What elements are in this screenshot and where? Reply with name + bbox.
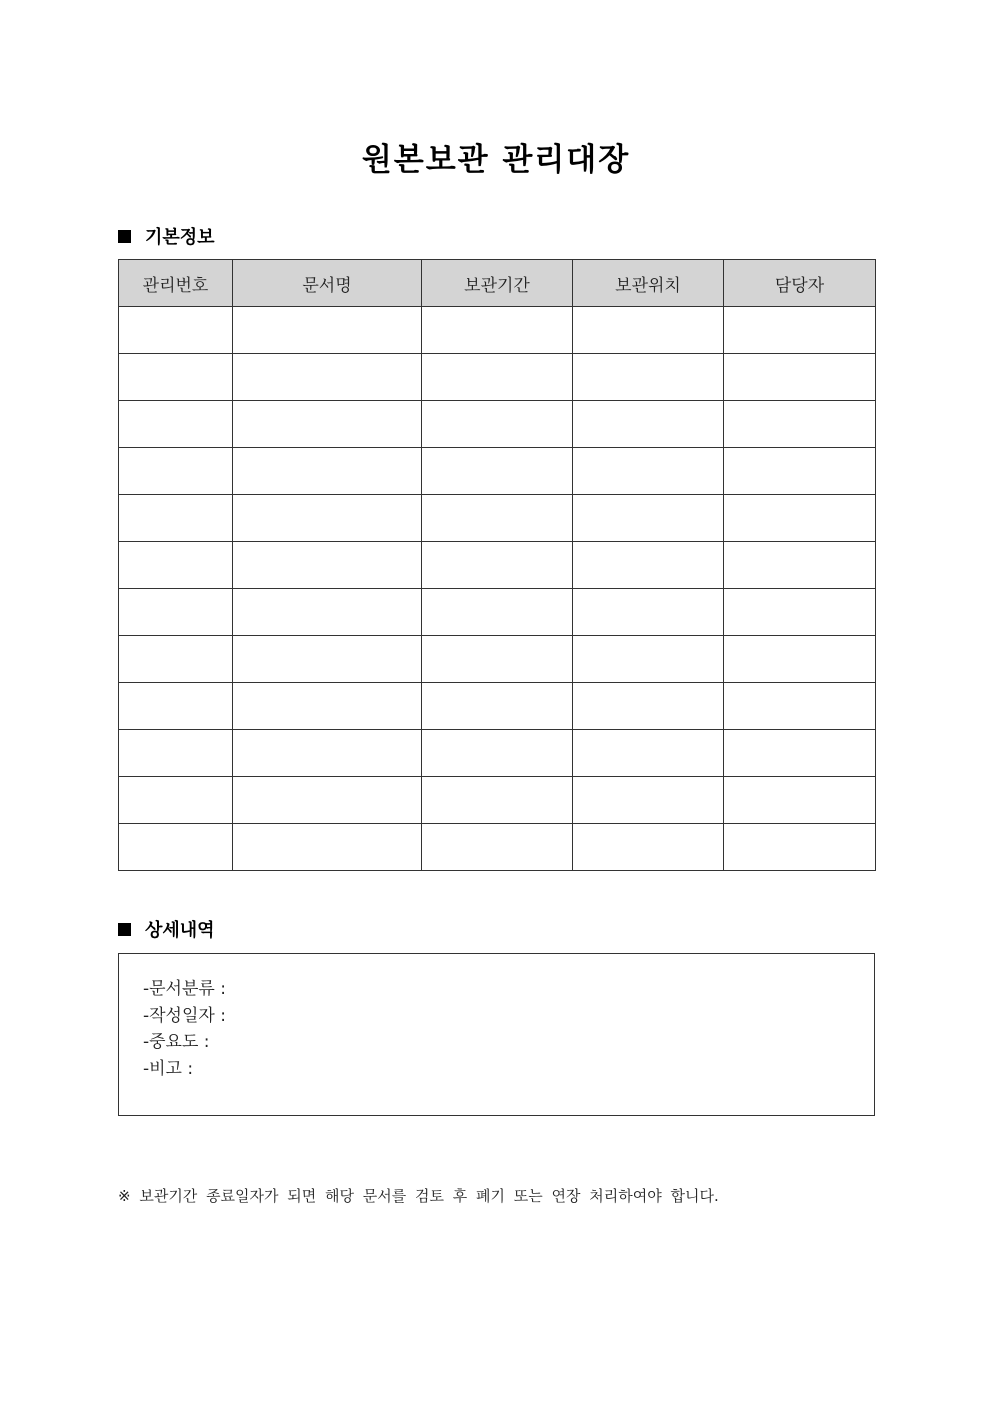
table-cell[interactable] bbox=[422, 777, 573, 824]
table-cell[interactable] bbox=[119, 401, 233, 448]
basic-info-heading-label: 기본정보 bbox=[145, 227, 215, 248]
table-cell[interactable] bbox=[573, 354, 724, 401]
table-cell[interactable] bbox=[573, 636, 724, 683]
column-header-management-number: 관리번호 bbox=[119, 260, 233, 307]
table-cell[interactable] bbox=[724, 354, 876, 401]
table-cell[interactable] bbox=[119, 589, 233, 636]
table-cell[interactable] bbox=[233, 542, 422, 589]
table-cell[interactable] bbox=[233, 777, 422, 824]
table-cell[interactable] bbox=[233, 589, 422, 636]
table-cell[interactable] bbox=[573, 307, 724, 354]
table-cell[interactable] bbox=[422, 683, 573, 730]
table-cell[interactable] bbox=[422, 542, 573, 589]
table-cell[interactable] bbox=[573, 730, 724, 777]
square-bullet-icon bbox=[118, 230, 131, 243]
table-cell[interactable] bbox=[724, 824, 876, 871]
table-cell[interactable] bbox=[119, 636, 233, 683]
table-cell[interactable] bbox=[573, 401, 724, 448]
table-cell[interactable] bbox=[573, 495, 724, 542]
table-cell[interactable] bbox=[119, 683, 233, 730]
table-cell[interactable] bbox=[119, 495, 233, 542]
table-row bbox=[119, 683, 876, 730]
table-row bbox=[119, 824, 876, 871]
table-cell[interactable] bbox=[724, 495, 876, 542]
table-cell[interactable] bbox=[233, 307, 422, 354]
column-header-document-name: 문서명 bbox=[233, 260, 422, 307]
table-cell[interactable] bbox=[233, 730, 422, 777]
table-cell[interactable] bbox=[422, 401, 573, 448]
table-cell[interactable] bbox=[233, 448, 422, 495]
table-cell[interactable] bbox=[422, 730, 573, 777]
table-row bbox=[119, 401, 876, 448]
table-cell[interactable] bbox=[233, 495, 422, 542]
column-header-retention-period: 보관기간 bbox=[422, 260, 573, 307]
table-cell[interactable] bbox=[422, 589, 573, 636]
table-cell[interactable] bbox=[724, 589, 876, 636]
table-cell[interactable] bbox=[724, 730, 876, 777]
table-cell[interactable] bbox=[119, 730, 233, 777]
table-row bbox=[119, 448, 876, 495]
page-title: 원본보관 관리대장 bbox=[361, 142, 631, 178]
table-cell[interactable] bbox=[573, 683, 724, 730]
table-cell[interactable] bbox=[573, 542, 724, 589]
table-cell[interactable] bbox=[422, 448, 573, 495]
table-cell[interactable] bbox=[233, 683, 422, 730]
square-bullet-icon bbox=[118, 923, 131, 936]
column-header-person-in-charge: 담당자 bbox=[724, 260, 876, 307]
table-cell[interactable] bbox=[422, 307, 573, 354]
table-row bbox=[119, 589, 876, 636]
details-heading-label: 상세내역 bbox=[145, 920, 215, 941]
detail-creation-date: -작성일자 : bbox=[143, 1006, 226, 1026]
table-cell[interactable] bbox=[119, 354, 233, 401]
details-heading bbox=[118, 916, 215, 942]
table-cell[interactable] bbox=[119, 777, 233, 824]
table-cell[interactable] bbox=[119, 542, 233, 589]
column-header-storage-location: 보관위치 bbox=[573, 260, 724, 307]
table-cell[interactable] bbox=[724, 401, 876, 448]
table-cell[interactable] bbox=[233, 354, 422, 401]
table-cell[interactable] bbox=[724, 636, 876, 683]
register-table bbox=[118, 259, 876, 871]
table-row bbox=[119, 307, 876, 354]
table-cell[interactable] bbox=[573, 777, 724, 824]
detail-importance: -중요도 : bbox=[143, 1032, 210, 1052]
table-row bbox=[119, 730, 876, 777]
table-cell[interactable] bbox=[119, 824, 233, 871]
table-row bbox=[119, 354, 876, 401]
table-cell[interactable] bbox=[233, 401, 422, 448]
table-cell[interactable] bbox=[422, 495, 573, 542]
table-cell[interactable] bbox=[233, 636, 422, 683]
details-box bbox=[118, 953, 875, 1116]
table-cell[interactable] bbox=[724, 777, 876, 824]
table-cell[interactable] bbox=[422, 636, 573, 683]
table-row bbox=[119, 542, 876, 589]
footer-note: ※ 보관기간 종료일자가 되면 해당 문서를 검토 후 폐기 또는 연장 처리하여야 합니다. bbox=[118, 1187, 719, 1205]
detail-remarks: -비고 : bbox=[143, 1059, 194, 1079]
table-cell[interactable] bbox=[573, 589, 724, 636]
table-cell[interactable] bbox=[573, 448, 724, 495]
table-cell[interactable] bbox=[233, 824, 422, 871]
table-row bbox=[119, 636, 876, 683]
basic-info-heading bbox=[118, 223, 215, 249]
table-cell[interactable] bbox=[422, 354, 573, 401]
table-header-row bbox=[119, 260, 876, 307]
table-cell[interactable] bbox=[724, 683, 876, 730]
table-cell[interactable] bbox=[573, 824, 724, 871]
table-row bbox=[119, 495, 876, 542]
table-cell[interactable] bbox=[724, 542, 876, 589]
table-row bbox=[119, 777, 876, 824]
table-cell[interactable] bbox=[422, 824, 573, 871]
table-cell[interactable] bbox=[724, 307, 876, 354]
table-cell[interactable] bbox=[724, 448, 876, 495]
table-cell[interactable] bbox=[119, 307, 233, 354]
detail-document-category: -문서분류 : bbox=[143, 979, 226, 999]
table-cell[interactable] bbox=[119, 448, 233, 495]
